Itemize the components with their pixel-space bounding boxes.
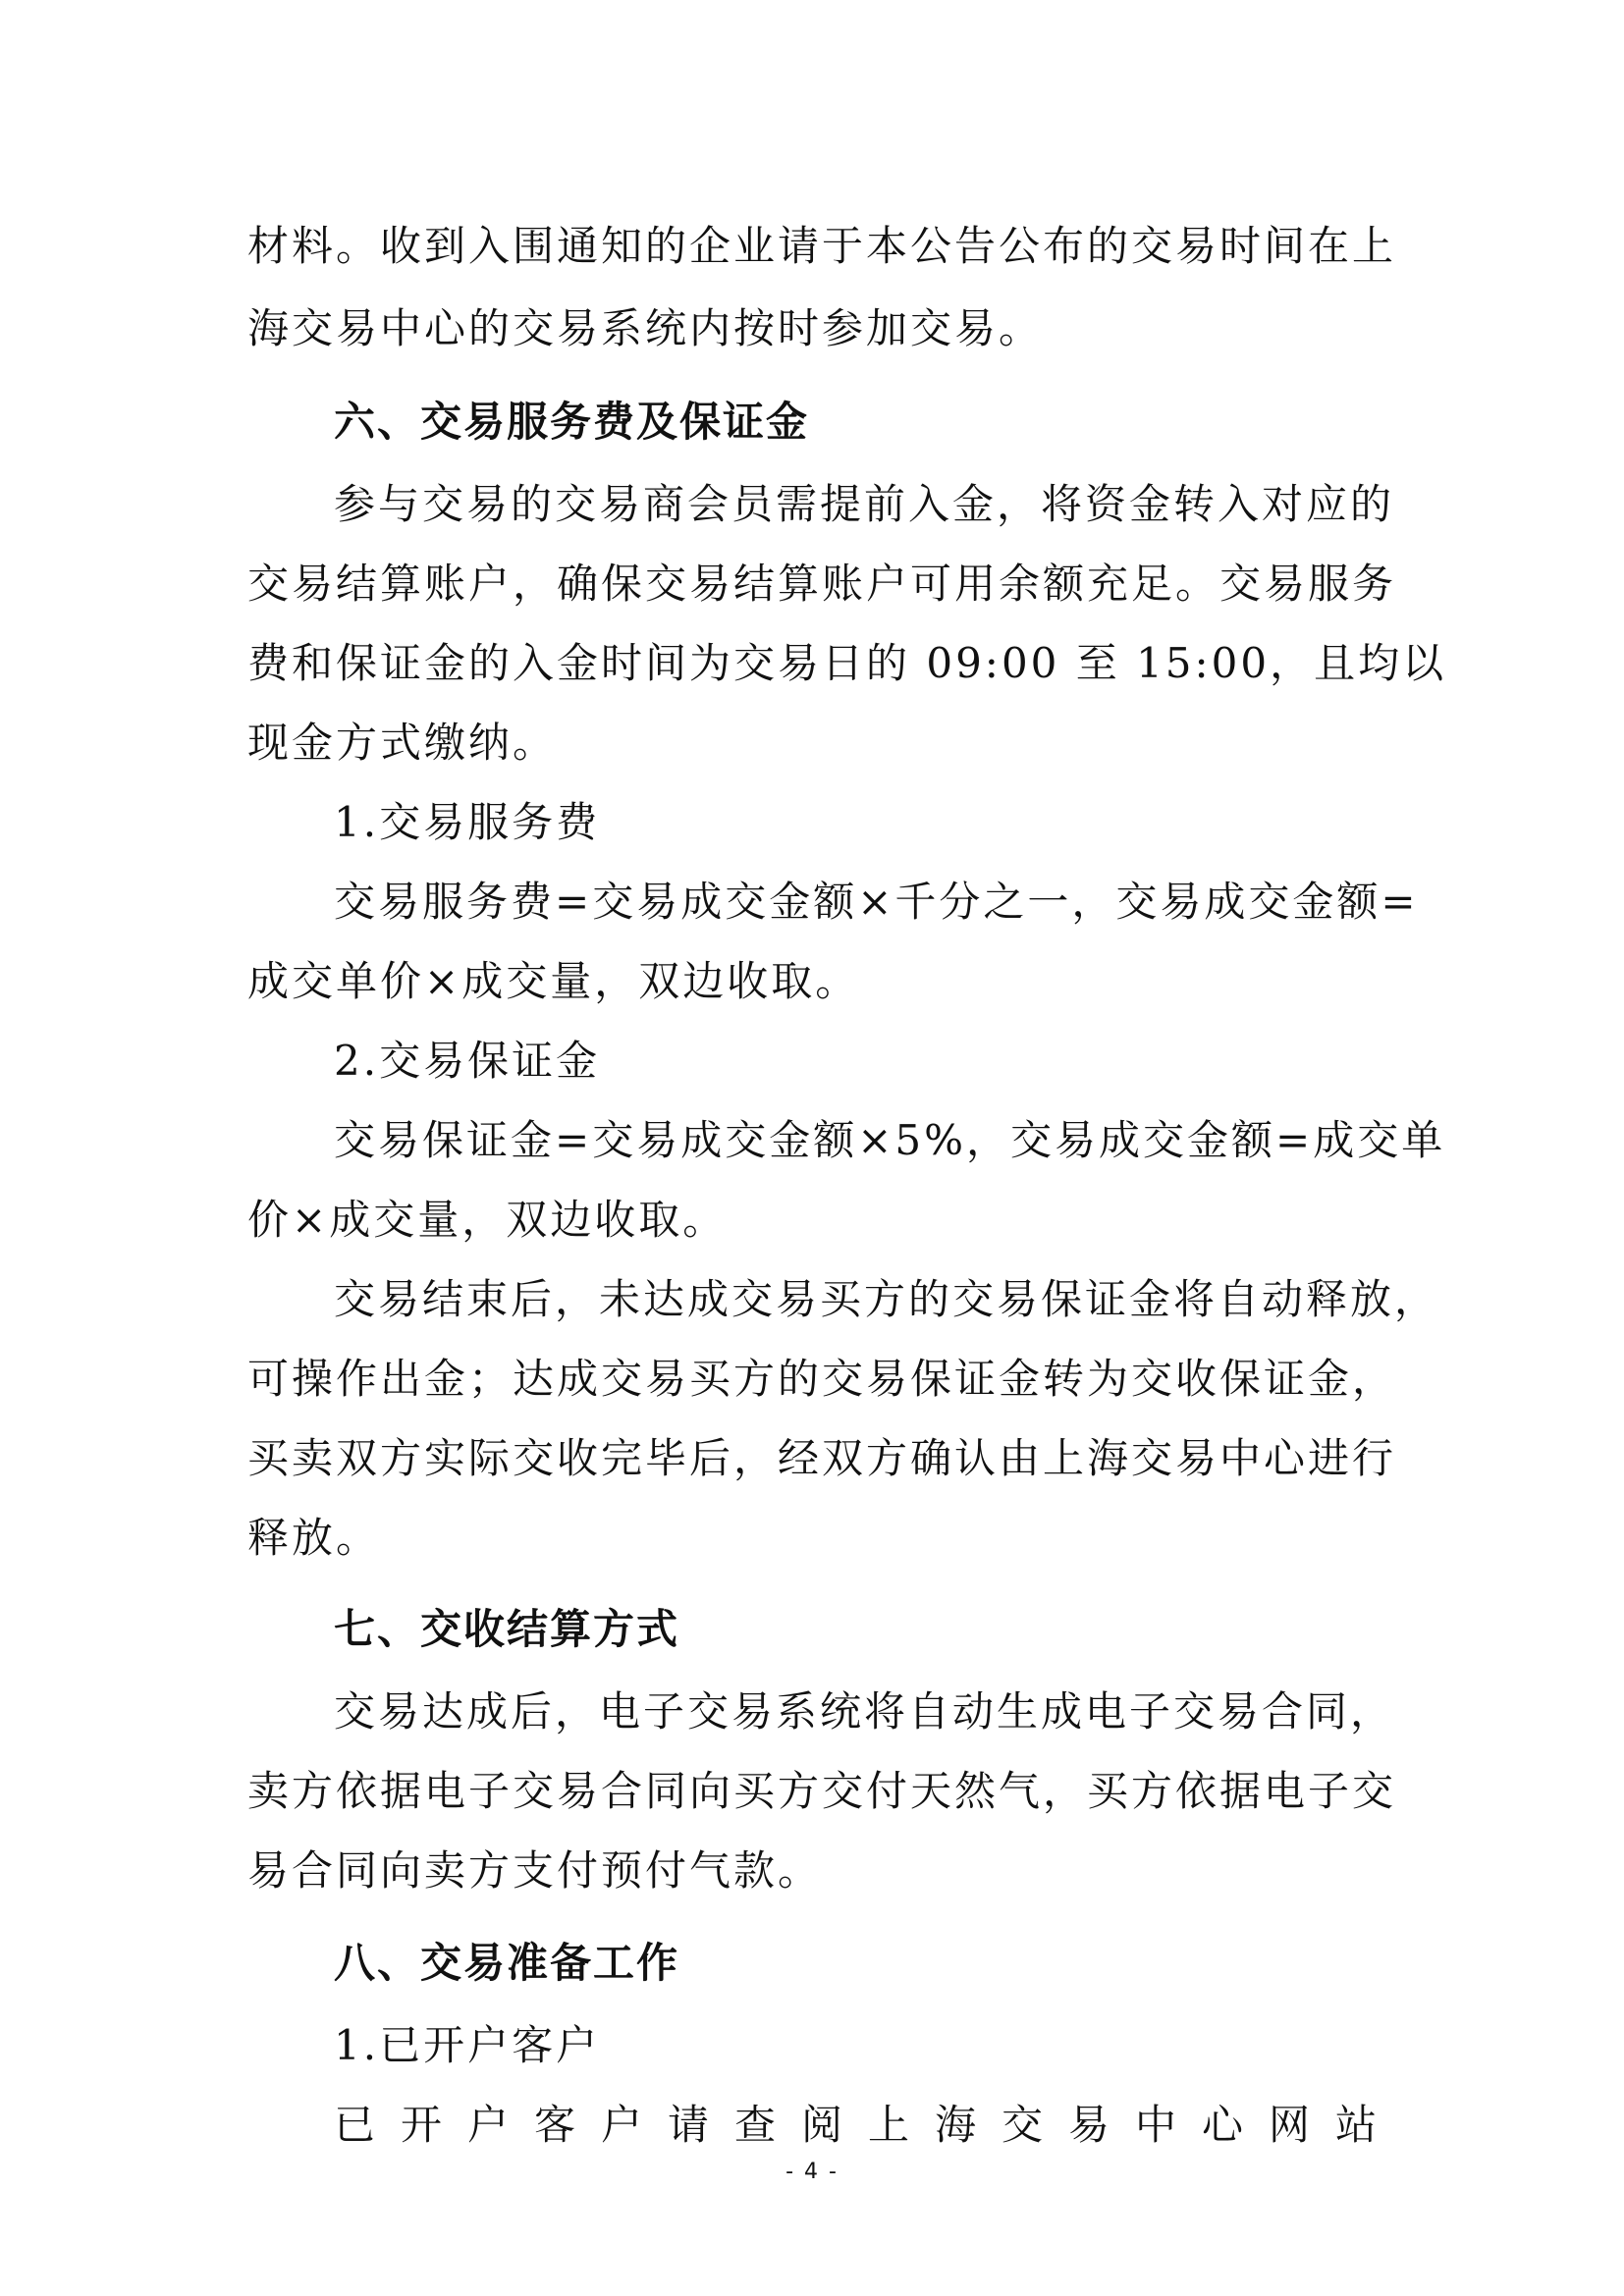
paragraph-line: 已开户客户请查阅上海交易中心网站 (334, 2101, 1377, 2149)
section-heading-6: 六、交易服务费及保证金 (334, 398, 810, 446)
paragraph-line: 释放。 (247, 1514, 381, 1562)
paragraph-line: 交易结算账户，确保交易结算账户可用余额充足。交易服务 (247, 560, 1397, 608)
paragraph-line: 交易结束后，未达成交易买方的交易保证金将自动释放， (334, 1275, 1439, 1323)
paragraph-line: 海交易中心的交易系统内按时参加交易。 (247, 304, 1044, 352)
paragraph-line: 交易保证金=交易成交金额×5%，交易成交金额=成交单 (334, 1116, 1446, 1164)
paragraph-line: 易合同向卖方支付预付气款。 (247, 1846, 823, 1895)
paragraph-line: 现金方式缴纳。 (247, 719, 558, 767)
paragraph-line: 价×成交量，双边收取。 (247, 1196, 728, 1244)
paragraph-line: 交易服务费=交易成交金额×千分之一，交易成交金额= (334, 878, 1419, 926)
paragraph-line: 费和保证金的入金时间为交易日的 09:00 至 15:00，且均以 (247, 639, 1447, 687)
subsection-heading: 1.已开户客户 (334, 2021, 601, 2069)
section-heading-7: 七、交收结算方式 (334, 1605, 680, 1653)
paragraph-line: 参与交易的交易商会员需提前入金，将资金转入对应的 (334, 480, 1395, 528)
page-number: - 4 - (785, 2160, 839, 2184)
subsection-heading: 2.交易保证金 (334, 1037, 601, 1085)
section-heading-8: 八、交易准备工作 (334, 1939, 680, 1987)
subsection-heading: 1.交易服务费 (334, 798, 601, 846)
paragraph-line: 可操作出金；达成交易买方的交易保证金转为交收保证金， (247, 1355, 1397, 1403)
paragraph-line: 成交单价×成交量，双边收取。 (247, 957, 860, 1005)
paragraph-line: 材料。收到入围通知的企业请于本公告公布的交易时间在上 (247, 222, 1397, 270)
paragraph-line: 卖方依据电子交易合同向买方交付天然气，买方依据电子交 (247, 1767, 1397, 1815)
paragraph-line: 交易达成后，电子交易系统将自动生成电子交易合同， (334, 1687, 1395, 1735)
paragraph-line: 买卖双方实际交收完毕后，经双方确认由上海交易中心进行 (247, 1434, 1397, 1482)
